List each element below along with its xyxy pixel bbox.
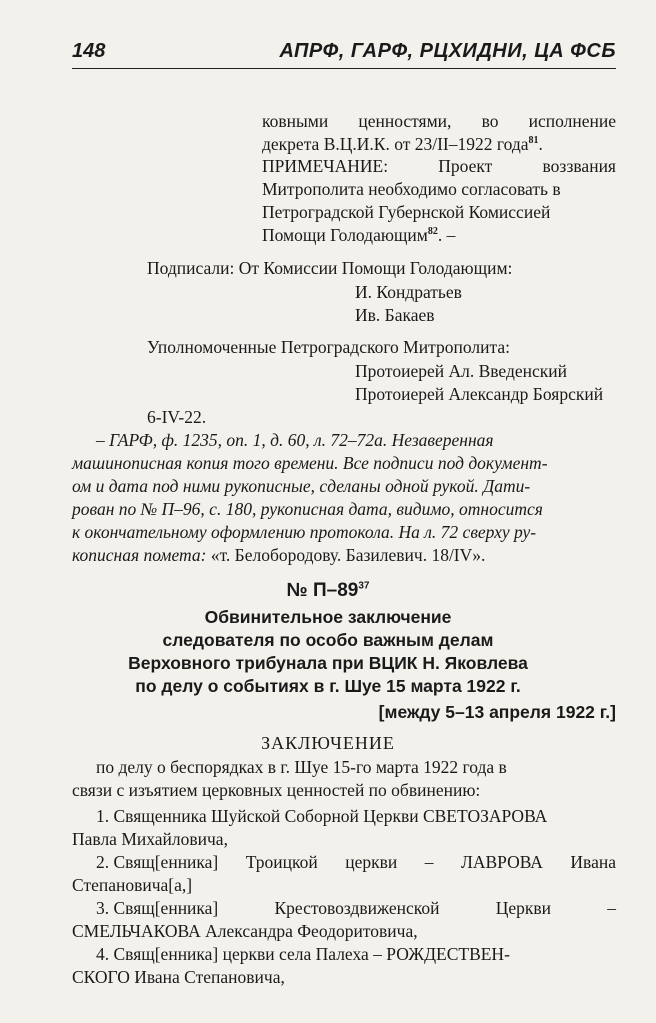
footnote-ref: 37 (358, 580, 370, 592)
text-line: связи с изъятием церковных ценностей по обвинению: (72, 780, 481, 800)
line-text: . – (437, 225, 456, 245)
word: исполнение (528, 111, 616, 131)
text-line (262, 156, 616, 176)
accused-item: Павла Михайловича, (72, 829, 228, 849)
archival-note: ом и дата под ними рукописные, сделаны одной рукой. Дати- (72, 476, 531, 496)
text-line: Петроградской Губернской Комиссией (262, 202, 551, 222)
running-title: АПРФ, ГАРФ, РЦХИДНИ, ЦА ФСБ (279, 40, 616, 62)
archival-note: – ГАРФ, ф. 1235, оп. 1, д. 60, л. 72–72а. Незаверенная (96, 430, 494, 450)
signatory-name: И. Кондратьев (355, 282, 462, 302)
footnote-ref: 82 (427, 226, 438, 238)
text-line (262, 111, 616, 131)
word: Проект (438, 156, 493, 176)
word: ковными (262, 111, 329, 131)
footnote-ref: 81 (528, 135, 539, 147)
text-line (262, 225, 455, 245)
document-title: Обвинительное заключение (204, 607, 452, 627)
signatories-line: Подписали: От Комиссии Помощи Голодающим: (147, 258, 513, 278)
archival-note: к окончательному оформлению протокола. На л. 72 сверху ру- (72, 522, 537, 542)
text-line: по делу о беспорядках в г. Шуе 15-го марта 1922 года в (96, 757, 507, 777)
accused-item: СКОГО Ивана Степановича, (72, 967, 285, 987)
text-line: Митрополита необходимо согласовать в (262, 179, 561, 199)
signatories-line: Уполномоченные Петроградского Митрополита: (147, 337, 510, 357)
line-text: Помощи Голодающим (262, 225, 428, 245)
page-header (72, 36, 616, 69)
word: 2. Свящ[енника] (96, 852, 219, 872)
document-title: по делу о событиях в г. Шуе 15 марта 1922 г. (135, 676, 521, 696)
word: во (481, 111, 499, 131)
word: – (424, 852, 434, 872)
accused-item: 4. Свящ[енника] церкви села Палеха – РОЖДЕСТВЕН- (96, 944, 510, 964)
document-title: Верховного трибунала при ВЦИК Н. Яковлева (128, 653, 528, 673)
word: – (607, 898, 616, 918)
line-text: декрета В.Ц.И.К. от 23/II–1922 года (262, 134, 529, 154)
text-line: декрета В.Ц.И.К. от 23/II–1922 года$^{81}$. (262, 134, 543, 154)
word: Троицкой (245, 852, 318, 872)
archival-note: рован по № П–96, с. 180, рукописная дата, видимо, относится (72, 499, 543, 519)
word: церкви (345, 852, 398, 872)
line-text: кописная помета: (72, 545, 211, 565)
archival-note (72, 545, 485, 565)
document-title: следователя по особо важным делам (162, 630, 494, 650)
line-text: № П–89 (286, 580, 359, 601)
accused-item (96, 852, 616, 872)
signatory-name: Протоиерей Александр Боярский (355, 384, 604, 404)
word: ценностями, (358, 111, 452, 131)
archival-note: машинописная копия того времени. Все подписи под документ- (72, 453, 548, 473)
signatory-name: Ив. Бакаев (355, 305, 435, 325)
word: Крестовоздвиженской (274, 898, 440, 918)
word: Ивана (570, 852, 616, 872)
accused-item: Степановича[а,] (72, 875, 193, 895)
note-label: ПРИМЕЧАНИЕ: (262, 156, 389, 176)
line-text: «т. Белобородову. Базилевич. 18/IV». (210, 545, 486, 565)
page-number: 148 (72, 40, 106, 62)
word: воззвания (542, 156, 616, 176)
accused-item: СМЕЛЬЧАКОВА Александра Феодоритовича, (72, 921, 418, 941)
word: ЛАВРОВА (460, 852, 543, 872)
section-heading: ЗАКЛЮЧЕНИЕ (261, 733, 395, 753)
word: 3. Свящ[енника] (96, 898, 219, 918)
accused-item: 1. Священника Шуйской Соборной Церкви СВЕТОЗАРОВА (96, 806, 548, 826)
document-number (0, 581, 656, 601)
document-date: 6-IV-22. (147, 407, 207, 427)
accused-item (96, 898, 616, 918)
date-range: [между 5–13 апреля 1922 г.] (378, 702, 616, 722)
word: Церкви (495, 898, 552, 918)
signatory-name: Протоиерей Ал. Введенский (355, 361, 567, 381)
